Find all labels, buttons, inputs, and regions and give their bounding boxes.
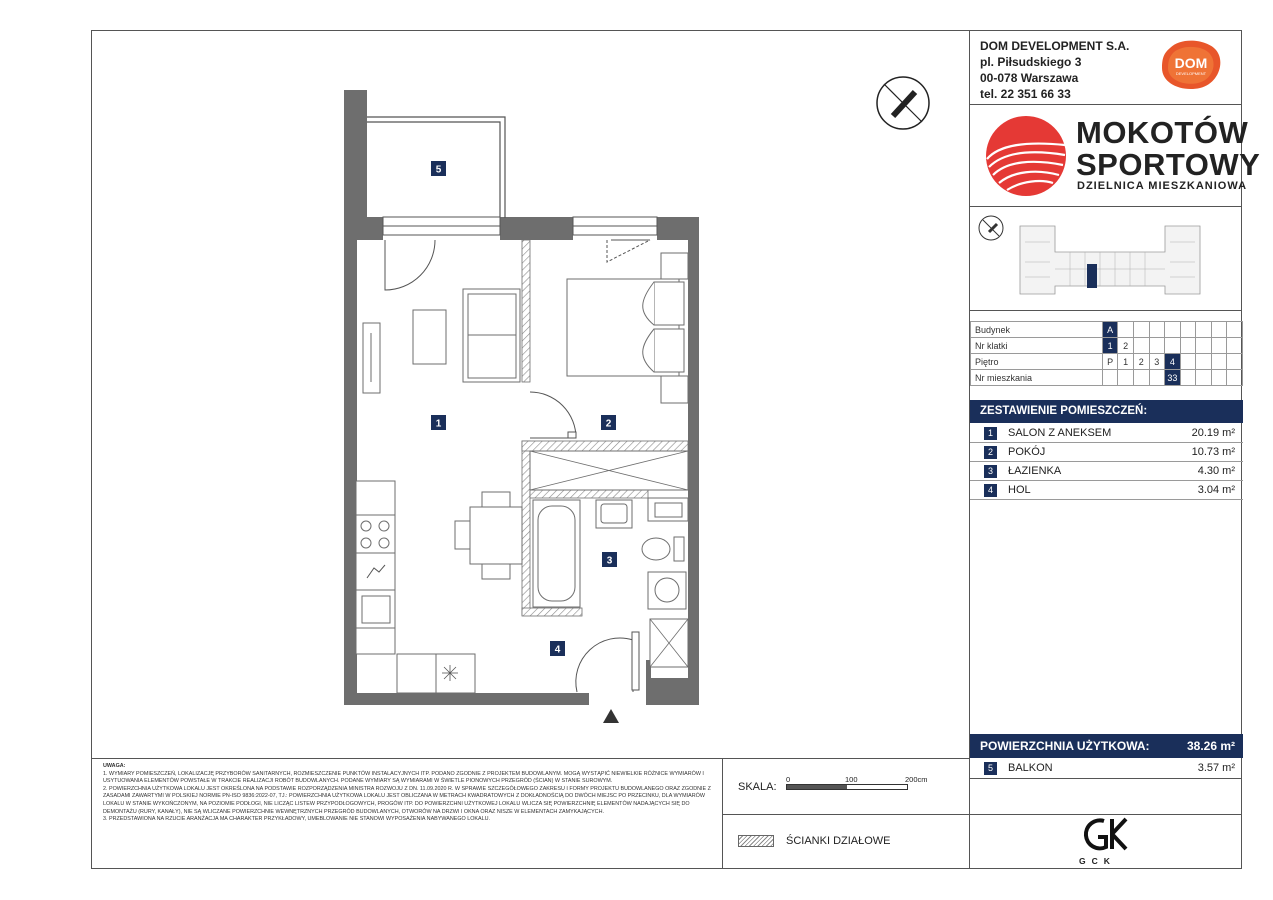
info-floor-4: 4: [1165, 354, 1181, 370]
note-item: 3. PRZEDSTAWIONA NA RZUCIE ARANŻACJA MA CHARAKTER PRZYKŁADOWY, UMEBLOWANIE NIE STANOWI WYPOSAŻENIA NABYWANEGO LOKALU.: [103, 816, 490, 823]
room-label-4: 4: [554, 644, 561, 656]
scale-bar: [786, 784, 908, 790]
room-area: 3.04 m²: [1197, 484, 1235, 496]
total-area-bar: [970, 734, 1243, 758]
scale-tick: 100: [845, 775, 858, 784]
gck-logo-text: GCK: [1079, 856, 1116, 866]
room-row: [970, 424, 1243, 443]
info-stair-label: Nr klatki: [971, 338, 1103, 354]
company-phone: tel. 22 351 66 33: [980, 87, 1071, 101]
room-area: 3.57 m²: [1197, 762, 1235, 774]
room-number-badge: 5: [984, 762, 997, 775]
project-title-line1: MOKOTÓW: [1076, 115, 1249, 150]
partition-legend-label: ŚCIANKI DZIAŁOWE: [786, 835, 891, 847]
mokotow-sportowy-logo: [985, 115, 1067, 197]
company-info: [980, 38, 1129, 102]
room-name: SALON Z ANEKSEM: [1008, 427, 1112, 439]
info-building-label: Budynek: [971, 322, 1103, 338]
info-apartment-value: 33: [1165, 370, 1181, 386]
partition-legend-swatch: [738, 835, 774, 847]
scale-legend-divider: [722, 814, 969, 815]
room-label-3: 3: [606, 555, 613, 567]
info-floor-2: 2: [1133, 354, 1149, 370]
bedroom-furniture: [567, 253, 688, 403]
fridge-icon: [442, 665, 458, 681]
info-stair-1: 1: [1102, 338, 1118, 354]
project-subtitle: DZIELNICA MIESZKANIOWA: [1077, 180, 1248, 192]
room-name: POKÓJ: [1008, 446, 1046, 458]
info-row-floor: [971, 354, 1243, 370]
info-floor-1: 1: [1118, 354, 1134, 370]
info-row-building: [971, 322, 1243, 338]
info-apartment-label: Nr mieszkania: [971, 370, 1103, 386]
room-row: [970, 481, 1243, 500]
entrance-arrow-icon: [603, 709, 619, 723]
project-title-line2: SPORTOWY: [1076, 147, 1261, 182]
info-row-apartment: [971, 370, 1243, 386]
rooms-heading: ZESTAWIENIE POMIESZCZEŃ:: [970, 400, 1243, 423]
room-name: HOL: [1008, 484, 1031, 496]
company-name: DOM DEVELOPMENT S.A.: [980, 39, 1130, 53]
scale-tick: 200cm: [905, 775, 928, 784]
info-building-value: A: [1102, 322, 1118, 338]
info-floor-label: Piętro: [971, 354, 1103, 370]
company-divider: [969, 104, 1242, 105]
room-area: 4.30 m²: [1197, 465, 1235, 477]
info-stair-2: 2: [1118, 338, 1134, 354]
keyplan-apartment-marker: [1087, 264, 1097, 288]
balcony-divider: [969, 778, 1242, 779]
room-label-1: 1: [435, 418, 442, 430]
dom-logo-subtext: DEVELOPMENT: [1175, 71, 1207, 76]
project-title: [1076, 117, 1260, 181]
notes: [103, 763, 716, 824]
brand-divider: [969, 206, 1242, 207]
room-name: BALKON: [1008, 762, 1053, 774]
room-number-badge: 3: [984, 465, 997, 478]
total-area-value: 38.26 m²: [1186, 739, 1235, 753]
room-area: 10.73 m²: [1191, 446, 1235, 458]
exterior-walls: [344, 90, 699, 705]
room-number-badge: 2: [984, 446, 997, 459]
room-number-badge: 4: [984, 484, 997, 497]
note-item: 1. WYMIARY POMIESZCZEŃ, LOKALIZACJĘ PRZYBORÓW SANITARNYCH, ROZMIESZCZENIE PUNKTÓW INSTALACYJNYCH ITP. PODANO ZGODNIE Z PROJEKTEM BUDOWLANYM. MOGĄ WYSTĄPIĆ NIEWIELKIE RÓŻNICE WYMIARÓW I USYTUOWANIA ELEMENTÓW POWSTAŁE W TRAKCIE REALIZACJI ROBÓT BUDOWLANYCH. PODANE WYMIARY SĄ WYMIARAMI W ŚWIETLE PIONOWYCH PRZEGRÓD (ŚCIAN) W STANIE SUROWYM.: [103, 770, 704, 785]
scale-tick: 0: [786, 775, 791, 784]
apartment-info-table: [970, 321, 1243, 386]
scale-label: SKALA:: [738, 781, 777, 793]
room-number-badge: 1: [984, 427, 997, 440]
room-label-2: 2: [605, 418, 612, 430]
notes-heading: UWAGA:: [103, 763, 126, 769]
room-row: [970, 443, 1243, 462]
keyplan-north-arrow-icon: [979, 216, 1003, 240]
room-area: 20.19 m²: [1191, 427, 1235, 439]
key-plan: [975, 212, 1240, 306]
balcony-row: [970, 759, 1243, 778]
room-name: ŁAZIENKA: [1008, 465, 1062, 477]
bottom-strip-divider: [91, 758, 969, 759]
keyplan-divider: [969, 310, 1242, 311]
living-room-furniture: [356, 289, 522, 693]
dom-logo-text: DOM: [1174, 55, 1208, 71]
note-item: 2. POWIERZCHNIA UŻYTKOWA LOKALU JEST OKREŚLONA NA PODSTAWIE ROZPORZĄDZENIA MINISTRA ROZWOJU Z DN. 11.09.2020 R. W SPRAWIE SZCZEGÓŁOWEGO ZAKRESU I FORMY PROJEKTU BUDOWLANEGO ORAZ ZGODNIE Z ZASADAMI ZAWARTYMI W POLSKIEJ NORMIE PN-ISO 9836:2022-07, TJ.: POWIERZCHNIA UŻYTKOWA LOKALU JEST OBLICZANA W METRACH KWADRATOWYCH Z DOKŁADNOŚCIĄ DO DWÓCH MIEJSC PO PRZECINKU, DLA WYMIARÓW LOKALU W STANIE WYKOŃCZONYM, NA POZIOMIE PODŁOGI, NIE LICZĄC LISTEW PRZYPODŁOGOWYCH, PROGÓW ITP. DO POWIERZCHNI UŻYTKOWEJ LOKALU WLICZA SIĘ POWIERZCHNIĘ ELEMENTÓW NADAJĄCYCH SIĘ DO DEMONTAŻU (RURY, KANAŁY), NIE SĄ WLICZANE POWIERZCHNIE WEWNĘTRZNYCH PRZEGRÓD BUDOWLANYCH, OTWORÓW NA DRZWI I OKNA ORAZ NISZE W ELEMENTACH ZAMYKAJĄCYCH.: [103, 785, 711, 815]
info-floor-p: P: [1102, 354, 1118, 370]
company-address-city: 00-078 Warszawa: [980, 71, 1079, 85]
north-arrow-icon: [877, 77, 929, 129]
room-label-5: 5: [435, 164, 442, 176]
info-floor-3: 3: [1149, 354, 1165, 370]
dom-development-logo: [1160, 40, 1222, 90]
total-area-label: POWIERZCHNIA UŻYTKOWA:: [980, 739, 1150, 753]
info-row-stair: [971, 338, 1243, 354]
room-row: [970, 462, 1243, 481]
company-address-street: pl. Piłsudskiego 3: [980, 55, 1082, 69]
